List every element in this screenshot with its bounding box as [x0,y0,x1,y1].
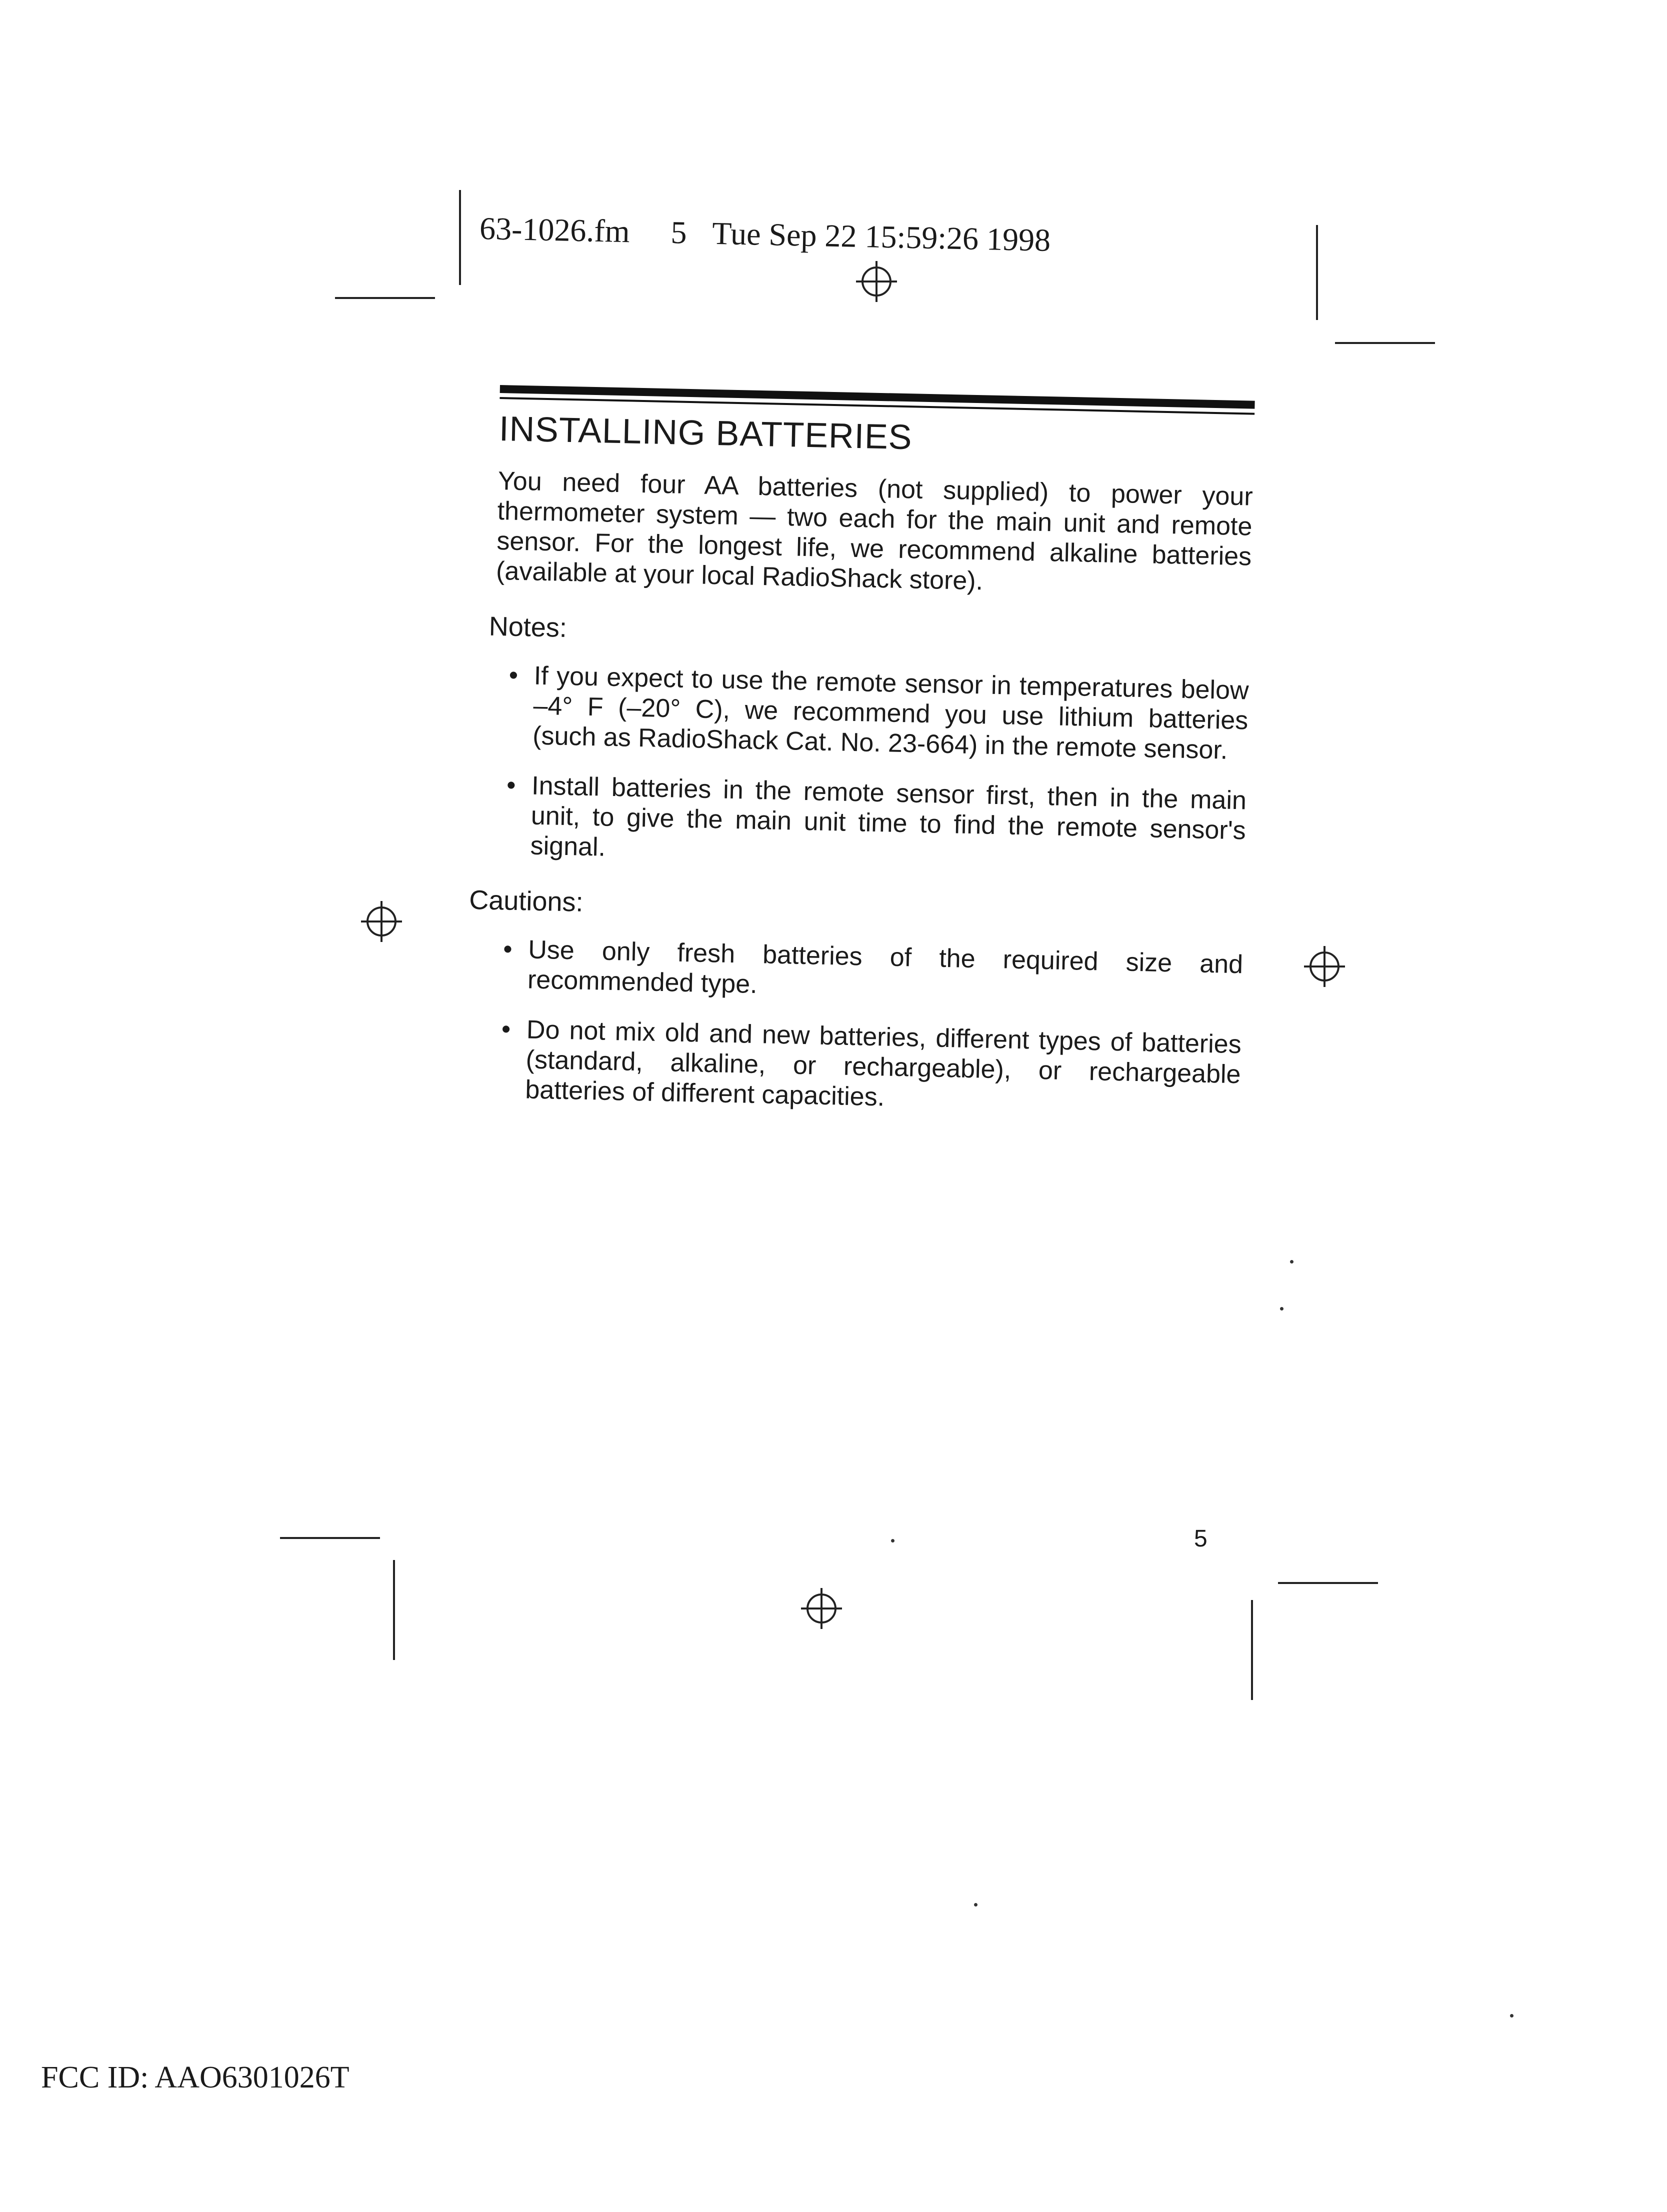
crop-mark-bottom-right-h [1278,1582,1378,1584]
installing-batteries-section [468,385,1255,1140]
scan-speck [1290,1260,1294,1264]
scan-speck [974,1903,978,1906]
scan-speck [1280,1307,1284,1310]
registration-mark-icon [1303,945,1346,988]
cautions-label: Cautions: [468,884,584,918]
notes-list [490,660,1249,876]
list-item: • Do not mix old and new batteries, different types of batteries (standard, alkaline, or rechargeable), or rechargeable batteries of different capacities. [485,1014,1242,1120]
registration-mark-icon [360,900,403,943]
crop-mark-top-right-v [1316,225,1318,320]
section-title: INSTALLING BATTERIES [498,408,913,457]
page-number: 5 [1194,1526,1208,1552]
print-header [479,210,1050,259]
header-page: 5 [670,214,688,250]
header-timestamp: Tue Sep 22 15:59:26 1998 [712,215,1051,258]
crop-mark-bottom-right-v [1251,1600,1253,1700]
header-filename: 63-1026.fm [479,210,630,250]
scan-speck [1510,2014,1514,2018]
crop-mark-top-left-v [459,190,461,285]
notes-label: Notes: [488,611,568,643]
list-item: • Use only fresh batteries of the required size and recommended type. [487,934,1243,1010]
crop-mark-bottom-left-h [280,1537,380,1539]
cautions-list [485,934,1244,1120]
crop-mark-bottom-left-v [393,1560,395,1660]
registration-mark-icon [800,1587,843,1630]
scan-speck [891,1539,894,1542]
crop-mark-top-right-h [1335,342,1435,344]
list-item: • If you expect to use the remote sensor in temperatures below –4° F (–20° C), we recommend you use lithium batteries (such as RadioShack Cat. No. 23-664) in the remote sensor. [492,660,1249,766]
registration-mark-icon [855,260,898,303]
list-item: • Install batteries in the remote sensor first, then in the main unit, to give the main unit time to find the remote sensor's signal. [490,770,1246,876]
fcc-id: FCC ID: AAO6301026T [41,2060,350,2094]
intro-paragraph: You need four AA batteries (not supplied) to power your thermometer system — two each for the main unit and remote sensor. For the longest life, we recommend alkaline batteries (available at your local RadioShack store). [496,466,1254,596]
crop-mark-top-left-h [335,297,435,299]
